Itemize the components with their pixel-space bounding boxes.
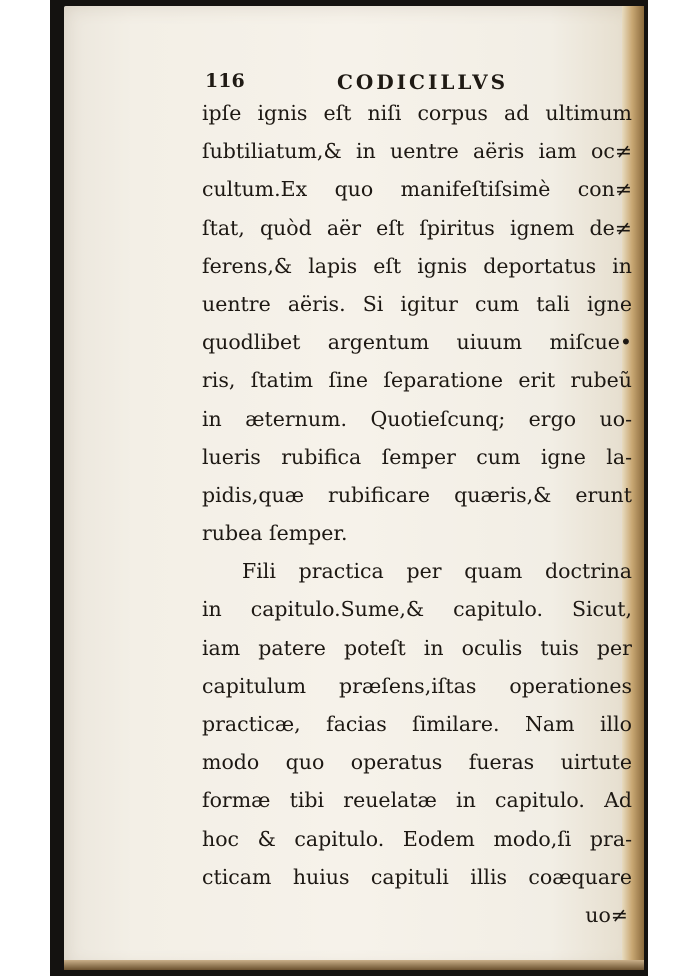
page-edge-bottom bbox=[64, 960, 644, 970]
text-line: in æternum. Quotieſcunq; ergo uo- bbox=[202, 406, 632, 431]
text-line-paragraph-start: Fili practica per quam doctrina bbox=[242, 559, 632, 584]
text-line: ferens,& lapis eſt ignis deportatus in bbox=[202, 253, 632, 278]
text-line: ris, ſtatim ſine ſeparatione erit rubeũ bbox=[202, 368, 632, 393]
catchword: uo≠ bbox=[585, 902, 628, 927]
text-line: cultum.Ex quo manifeſtiſsimè con≠ bbox=[202, 177, 632, 202]
text-line: ſubtiliatum,& in uentre aëris iam oc≠ bbox=[202, 139, 632, 164]
text-line-paragraph-end: rubea ſemper. bbox=[202, 521, 348, 546]
text-line: modo quo operatus fueras uirtute bbox=[202, 750, 632, 775]
text-line: formæ tibi reuelatæ in capitulo. Ad bbox=[202, 788, 632, 813]
text-line: practicæ, facias ſimilare. Nam illo bbox=[202, 712, 632, 736]
text-line: pidis,quæ rubificare quæris,& erunt bbox=[202, 482, 632, 507]
text-line: ipſe ignis eſt niſi corpus ad ultimum bbox=[202, 101, 632, 125]
text-line: capitulum præſens,iſtas operationes bbox=[202, 673, 632, 698]
text-line: cticam huius capituli illis coæquare bbox=[202, 864, 632, 889]
body-text bbox=[202, 94, 632, 934]
running-head: CODICILLVS bbox=[337, 70, 509, 94]
text-line: hoc & capitulo. Eodem modo,ſi pra- bbox=[202, 826, 632, 851]
text-line: lueris rubifica ſemper cum igne la- bbox=[202, 444, 632, 469]
text-line: in capitulo.Sume,& capitulo. Sicut, bbox=[202, 597, 632, 622]
text-line: iam patere poteſt in oculis tuis per bbox=[202, 635, 632, 660]
text-line: quodlibet argentum uiuum miſcue• bbox=[202, 330, 632, 355]
page-number: 116 bbox=[205, 70, 245, 92]
text-line: uentre aëris. Si igitur cum tali igne bbox=[202, 291, 632, 316]
text-line: ſtat, quòd aër eſt ſpiritus ignem de≠ bbox=[202, 215, 632, 240]
